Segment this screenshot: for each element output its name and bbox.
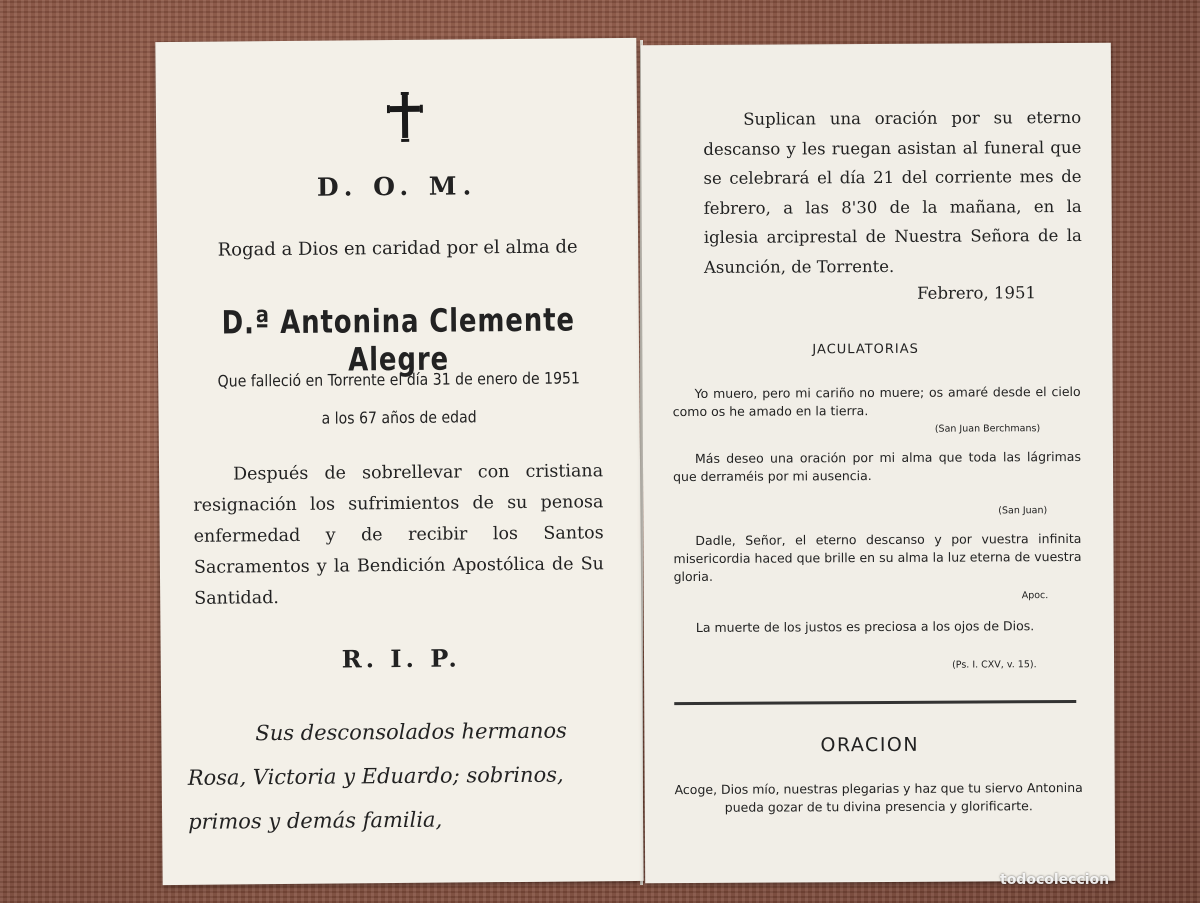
- left-page: [155, 38, 643, 885]
- jaculatoria-1-text: Yo muero, pero mi cariño no muere; os amaré desde el cielo como os he amado en la tierra.: [672, 383, 1081, 420]
- jaculatoria-4: [674, 617, 1082, 637]
- funeral-request: [703, 103, 1082, 282]
- deceased-name: D.ª Antonina Clemente Alegre: [221, 300, 576, 379]
- death-line: Que falleció en Torrente el día 31 de enero de 1951: [217, 368, 581, 391]
- jaculatoria-4-text: La muerte de los justos es preciosa a los ojos de Dios.: [695, 618, 1035, 635]
- right-page: [641, 43, 1115, 883]
- card-date: Febrero, 1951: [917, 283, 1036, 303]
- body-paragraph: [193, 456, 604, 615]
- mourners-paragraph: [187, 708, 618, 844]
- rogad-line: Rogad a Dios en caridad por el alma de: [217, 236, 578, 261]
- jaculatoria-2: [673, 448, 1081, 486]
- jaculatorias-title: JACULATORIAS: [812, 341, 919, 358]
- watermark: todocoleccion: [1000, 872, 1110, 888]
- oracion-title: ORACION: [820, 733, 920, 757]
- cross-icon: [387, 92, 423, 142]
- jaculatoria-1-source: (San Juan Berchmans): [934, 423, 1041, 435]
- jaculatoria-3-text: Dadle, Señor, el eterno descanso y por vuestra infinita misericordia haced que brille en su alma la luz eterna de vuestra gloria.: [673, 530, 1082, 585]
- jaculatoria-3: [673, 530, 1081, 586]
- rip-heading: R. I. P.: [341, 643, 461, 674]
- mourners-text: Sus desconsolados hermanos Rosa, Victoria y Eduardo; sobrinos, primos y demás familia,: [187, 718, 567, 834]
- age-line: a los 67 años de edad: [321, 407, 477, 428]
- dom-heading: D. O. M.: [316, 171, 478, 202]
- jaculatoria-1: [673, 383, 1081, 421]
- jaculatoria-2-source: (San Juan): [998, 505, 1048, 517]
- jaculatoria-2-text: Más deseo una oración por mi alma que toda las lágrimas que derraméis por mi ausencia.: [673, 448, 1082, 485]
- funeral-request-text: Suplican una oración por su eterno descanso y les ruegan asistan al funeral que se celebrará el día 21 del corriente mes de febrero, a las 8'30 de la mañana, en la iglesia arciprestal de Nuestra Señora de la Asunción, de Torrente.: [703, 107, 1082, 277]
- jaculatoria-3-source: Apoc.: [1021, 590, 1049, 602]
- oracion-text: Acoge, Dios mío, nuestras plegarias y haz que tu siervo Antonina pueda gozar de tu divina presencia y glorificarte.: [674, 779, 1083, 815]
- divider-rule: [674, 700, 1076, 705]
- jaculatoria-4-source: (Ps. I. CXV, v. 15).: [952, 659, 1037, 671]
- body-text: Después de sobrellevar con cristiana resignación los sufrimientos de su penosa enfermedad y de recibir los Santos Sacramentos y la Bendición Apostólica de Su Santidad.: [193, 461, 604, 609]
